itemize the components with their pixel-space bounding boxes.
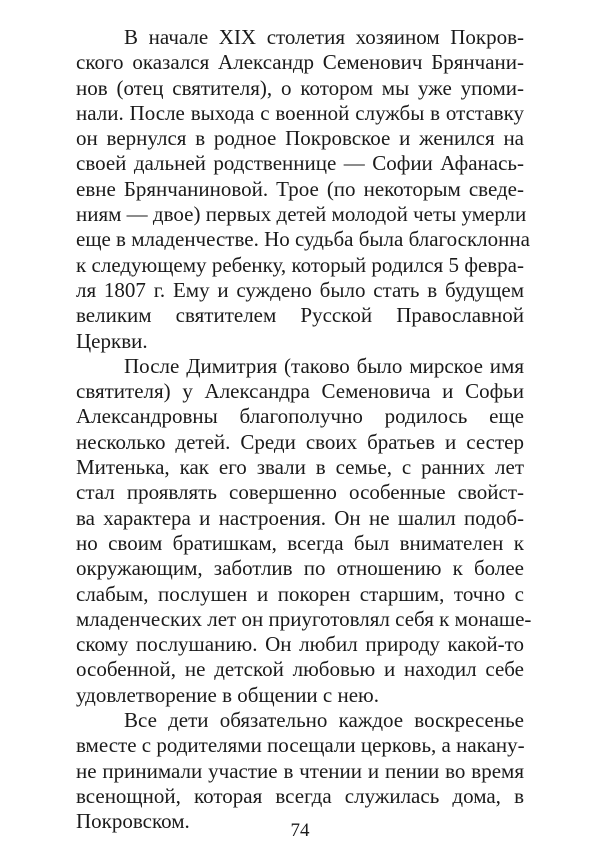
text-line: вместе с родителями посещали церковь, а накану- xyxy=(76,733,525,758)
text-line: В начале XIX столетия хозяином Покров- xyxy=(124,25,524,49)
text-line: скому послушанию. Он любил природу какой-то xyxy=(76,632,524,657)
text-line: слабым, послушен и покорен старшим, точно с xyxy=(76,581,524,606)
page-number: 74 xyxy=(290,820,310,841)
text-line: он вернулся в родное Покровское и женился на xyxy=(76,126,524,151)
text-line: ского оказался Александр Семенович Брянчани- xyxy=(76,50,524,75)
text-line: всенощной, которая всегда служилась дома, в xyxy=(76,783,524,808)
text-line: евне Брянчаниновой. Трое (по некоторым сведе- xyxy=(76,176,524,201)
text-line: но своим братишкам, всегда был внимателен к xyxy=(76,530,524,555)
text-line: особенной, не детской любовью и находил себе xyxy=(76,657,524,682)
text-line: ва характера и настроения. Он не шалил подоб- xyxy=(76,505,524,530)
text-line: своей дальней родственнице — Софии Афанась- xyxy=(76,151,524,176)
text-line: Покровском. xyxy=(76,809,190,834)
text-line: окружающим, заботлив по отношению к более xyxy=(76,556,524,581)
text-line: святителя) у Александра Семеновича и Софьи xyxy=(76,379,524,404)
text-line: ля 1807 г. Ему и суждено было стать в будущем xyxy=(76,277,524,302)
text-line: к следующему ребенку, который родился 5 февра- xyxy=(76,252,524,277)
text-line: ниям — двое) первых детей молодой четы умерли xyxy=(76,202,527,227)
text-line: Александровны благополучно родилось еще xyxy=(76,404,524,429)
text-line: Все дети обязательно каждое воскресенье xyxy=(124,708,524,733)
text-line: Церкви. xyxy=(76,328,148,353)
text-line: младенческих лет он приуготовлял себя к монаше- xyxy=(76,606,532,631)
text-line: несколько детей. Среди своих братьев и сестер xyxy=(76,429,524,454)
text-line: не принимали участие в чтении и пении во время xyxy=(76,758,524,783)
text-line: стал проявлять совершенно особенные свойст- xyxy=(76,480,524,505)
text-line: нов (отец святителя), о котором мы уже упоми- xyxy=(76,75,524,100)
text-line: удовлетворение в общении с нею. xyxy=(76,682,379,707)
book-page-text xyxy=(76,25,532,835)
text-line: Митенька, как его звали в семье, с ранних лет xyxy=(76,455,524,480)
text-line: еще в младенчестве. Но судьба была благосклонна xyxy=(76,227,530,252)
text-line: нали. После выхода с военной службы в отставку xyxy=(76,100,524,125)
text-line: После Димитрия (таково было мирское имя xyxy=(124,353,524,378)
text-line: великим святителем Русской Православной xyxy=(76,303,524,328)
